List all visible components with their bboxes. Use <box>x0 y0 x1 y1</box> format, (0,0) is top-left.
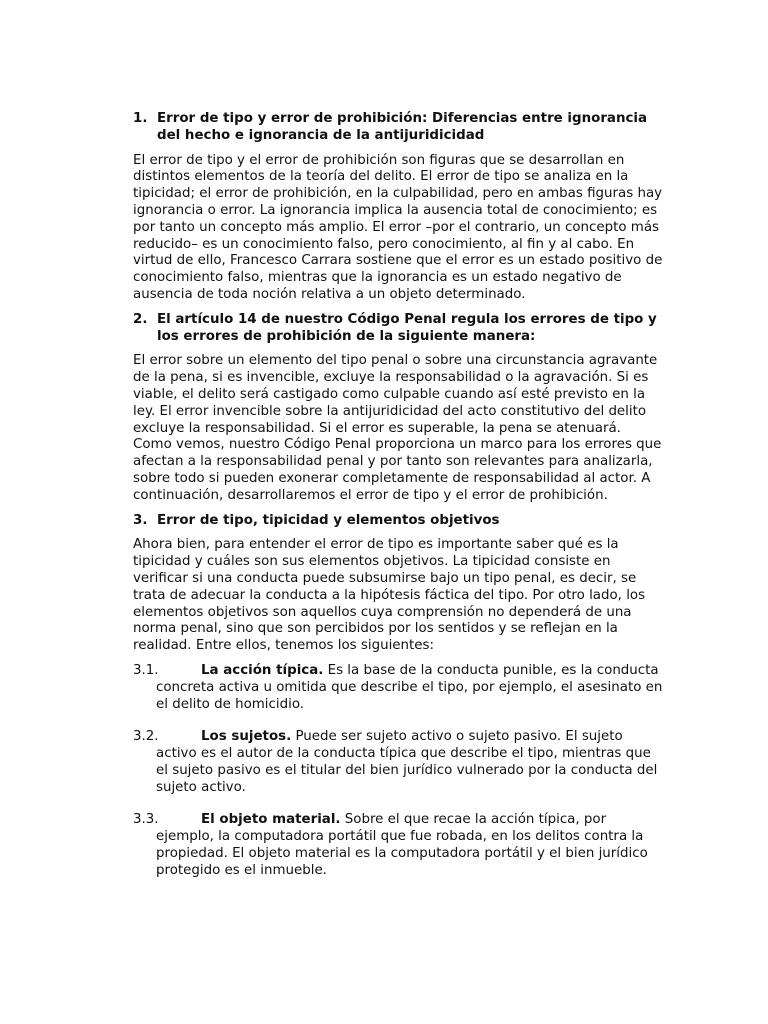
section-body-1: El error de tipo y el error de prohibición son figuras que se desarrollan en distintos elementos de la teoría del delito. El error de tipo se analiza en la tipicidad; el error de prohibición, en la culpabilidad, pero en ambas figuras hay ignorancia o error. La ignorancia implica la ausencia total de conocimiento; es por tanto un concepto más amplio. El error –por el contrario, un concepto más reducido– es un conocimiento falso, pero conocimiento, al fin y al cabo. En virtud de ello, Francesco Carrara sostiene que el error es un estado positivo de conocimiento falso, mientras que la ignorancia es un estado negativo de ausencia de toda noción relativa a un objeto determinado. <box>133 152 663 302</box>
section-number: 2. <box>133 311 148 327</box>
section-title: Error de tipo y error de prohibición: Diferencias entre ignorancia del hecho e ignorancia de la antijuridicidad <box>157 111 648 143</box>
subsection-3-2 <box>133 729 663 796</box>
subsection-text: Es la base de la conducta punible, es la conducta concreta activa u omitida que describe el tipo, por ejemplo, el asesinato en el delito de homicidio. <box>156 662 663 712</box>
document-page <box>133 111 663 896</box>
section-heading-1 <box>133 111 663 145</box>
subsection-3-3 <box>133 812 663 879</box>
section-heading-2 <box>133 312 663 346</box>
subsection-lead: El objeto material. <box>201 812 341 828</box>
section-body-2: El error sobre un elemento del tipo penal o sobre una circunstancia agravante de la pena, si es invencible, excluye la responsabilidad o la agravación. Si es viable, el delito será castigado como culpable cuando así esté previsto en la ley. El error invencible sobre la antijuridicidad del acto constitutivo del delito excluye la responsabilidad. Si el error es superable, la pena se atenuará. Como vemos, nuestro Código Penal proporciona un marco para los errores que afectan a la responsabilidad penal y por tanto son relevantes para analizarla, sobre todo si pueden exonerar completamente de responsabilidad al actor. A continuación, desarrollaremos el error de tipo y el error de prohibición. <box>133 353 662 503</box>
section-body-3: Ahora bien, para entender el error de tipo es importante saber qué es la tipicidad y cuáles son sus elementos objetivos. La tipicidad consiste en verificar si una conducta puede subsumirse bajo un tipo penal, es decir, se trata de adecuar la conducta a la hipótesis fáctica del tipo. Por otro lado, los elementos objetivos son aquellos cuya comprensión no dependerá de una norma penal, sino que son percibidos por los sentidos y se reflejan en la realidad. Entre ellos, tenemos los siguientes: <box>133 537 646 654</box>
section-number: 3. <box>133 512 148 528</box>
subsection-number: 3.2. <box>133 729 159 745</box>
subsection-text: Sobre el que recae la acción típica, por ejemplo, la computadora portátil que fue robada, en los delitos contra la propiedad. El objeto material es la computadora portátil y el bien jurídico protegido es el inmueble. <box>156 812 648 878</box>
section-number: 1. <box>133 111 148 126</box>
subsection-lead: La acción típica. <box>201 662 324 678</box>
subsection-number: 3.1. <box>133 662 159 678</box>
subsection-text: Puede ser sujeto activo o sujeto pasivo. El sujeto activo es el autor de la conducta típica que describe el tipo, mientras que el sujeto pasivo es el titular del bien jurídico vulnerado por la conducta del sujeto activo. <box>156 729 658 795</box>
subsection-number: 3.3. <box>133 812 159 828</box>
subsection-3-1 <box>133 663 663 713</box>
subsection-lead: Los sujetos. <box>201 729 292 745</box>
section-title: Error de tipo, tipicidad y elementos objetivos <box>157 512 500 528</box>
section-heading-3 <box>133 513 663 530</box>
section-title: El artículo 14 de nuestro Código Penal regula los errores de tipo y los errores de prohibición de la siguiente manera: <box>157 311 657 344</box>
